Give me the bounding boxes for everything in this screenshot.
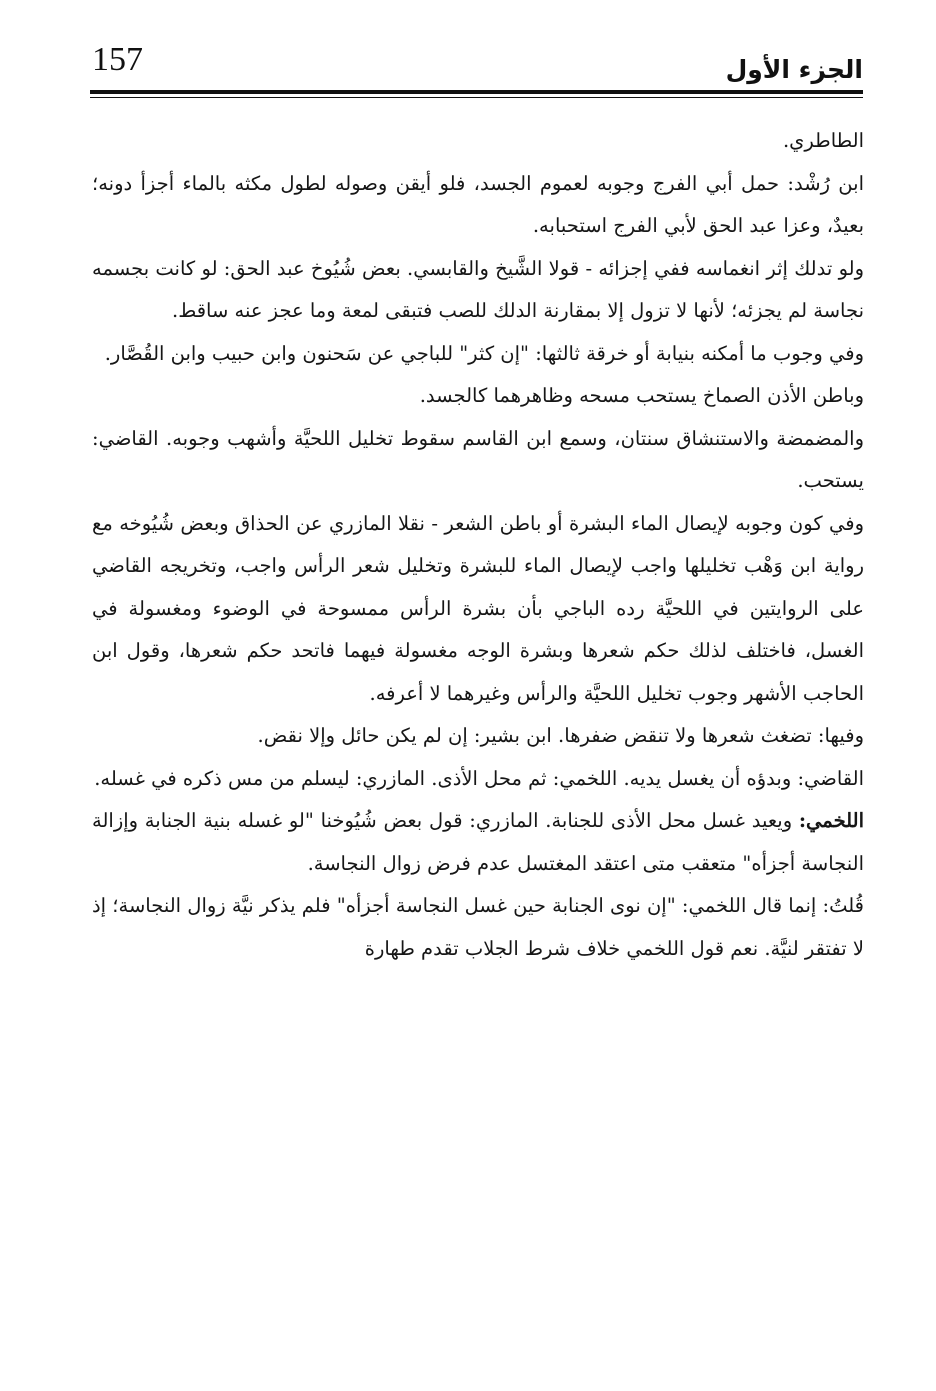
paragraph: وفي وجوب ما أمكنه بنيابة أو خرقة ثالثها: "إن كثر" للباجي عن سَحنون وابن حبيب وابن القُصَّار. [104, 341, 864, 365]
paragraph: قُلتُ: إنما قال اللخمي: "إن نوى الجنابة حين غسل النجاسة أجزأه" فلم يذكر نيَّة زوال النجاسة؛ إذ لا تفتقر لنيَّة. نعم قول اللخمي خلاف شرط الجلاب تقدم طهارة [92, 894, 864, 960]
running-title: الجزء الأول [725, 55, 863, 84]
paragraph: وفيها: تضغث شعرها ولا تنقض ضفرها. ابن بشير: إن لم يكن حائل وإلا نقض. [257, 724, 864, 747]
paragraph: وفي كون وجوبه لإيصال الماء البشرة أو باطن الشعر - نقلا المازري عن الحذاق وبعض شُيُوخه مع رواية ابن وَهْب تخليلها واجب لإيصال الماء للبشرة وتخليل شعر الرأس واجب، وتخريجه القاضي على الروايتين في اللحيَّة رده الباجي بأن بشرة الرأس ممسوحة في الوضوء ومغسولة في الغسل، فاختلف لذلك حكم شعرها وبشرة الوجه مغسولة فيهما فاتحد حكم شعرها، وقول ابن الحاجب الأشهر وجوب تخليل اللحيَّة والرأس وغيرهما لا أعرفه. [92, 511, 864, 705]
paragraph: ابن رُشْد: حمل أبي الفرج وجوبه لعموم الجسد، فلو أيقن وصوله لطول مكثه بالماء أجزأ دونه؛ بعيدٌ، وعزا عبد الحق لأبي الفرج استحبابه. [92, 171, 864, 237]
paragraph: والمضمضة والاستنشاق سنتان، وسمع ابن القاسم سقوط تخليل اللحيَّة وأشهب وجوبه. القاضي: يستحب. [92, 426, 864, 492]
paragraph: القاضي: وبدؤه أن يغسل يديه. اللخمي: ثم محل الأذى. المازري: ليسلم من مس ذكره في غسله. [94, 766, 864, 790]
paragraph: اللخمي: ويعيد غسل محل الأذى للجنابة. المازري: قول بعض شُيُوخنا "لو غسله بنية الجنابة وإزالة النجاسة أجزأه" متعقب متى اعتقد المغتسل عدم فرض زوال النجاسة. [92, 809, 864, 875]
paragraph-lead: اللخمي: [798, 809, 864, 832]
page-number: 157 [92, 41, 143, 78]
paragraph: وباطن الأذن الصماخ يستحب مسحه وظاهرهما كالجسد. [419, 384, 864, 407]
paragraph: الطاطري. [782, 129, 864, 152]
paragraph: ولو تدلك إثر انغماسه ففي إجزائه - قولا الشَّيخ والقابسي. بعض شُيُوخ عبد الحق: لو كانت بجسمه نجاسة لم يجزئه؛ لأنها لا تزول إلا بمقارنة الدلك للصب فتبقى لمعة وما عجز عنه ساقط. [92, 256, 864, 322]
header-rule-thin [90, 97, 863, 98]
body-text [92, 120, 864, 970]
header-rule-thick [90, 90, 863, 94]
page-header [90, 38, 863, 94]
